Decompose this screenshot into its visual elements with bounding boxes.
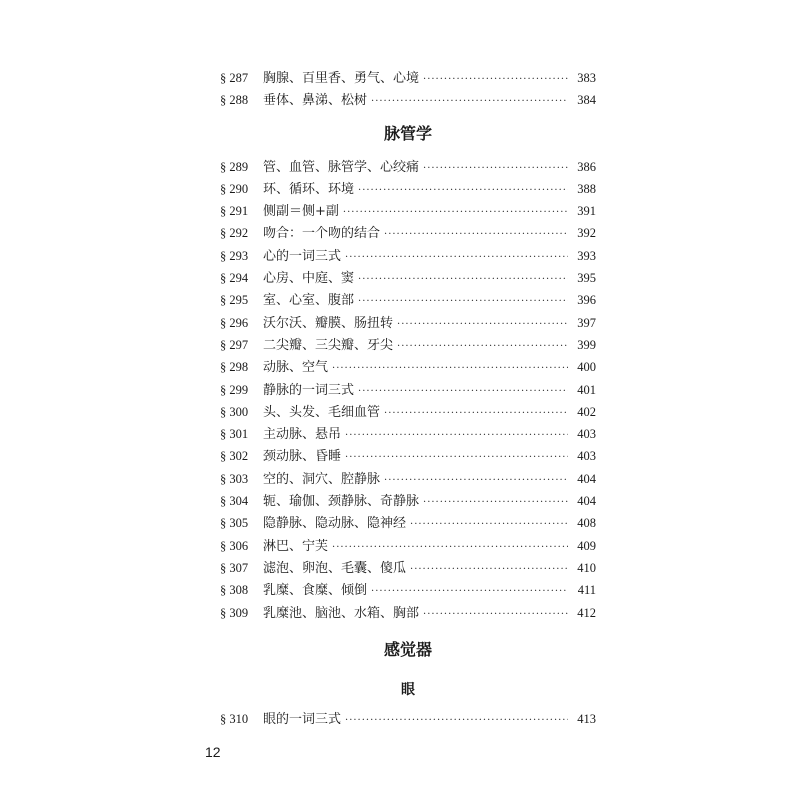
entry-title: 颈动脉、昏睡 — [263, 449, 342, 465]
entry-page: 403 — [577, 427, 596, 442]
dot-leader — [397, 314, 568, 336]
toc-entry[interactable] — [220, 708, 596, 730]
entry-page: 403 — [577, 449, 596, 464]
entry-title: 二尖瓣、三尖瓣、牙尖 — [263, 337, 394, 353]
toc-entry[interactable] — [220, 401, 596, 423]
entry-number: § 303 — [220, 471, 249, 486]
dot-leader — [423, 492, 568, 514]
entry-number: § 308 — [220, 583, 249, 598]
entry-page: 410 — [577, 560, 596, 575]
entry-title: 头、头发、毛细血管 — [263, 404, 381, 420]
toc-entry[interactable] — [220, 200, 596, 222]
toc-entry[interactable] — [220, 468, 596, 490]
entry-title: 乳糜、食糜、倾倒 — [263, 583, 368, 599]
section-heading: 感觉器 — [383, 639, 432, 659]
entry-page: 396 — [577, 293, 596, 308]
entry-title: 淋巴、宁芙 — [263, 538, 329, 554]
entry-page: 409 — [577, 538, 596, 553]
entry-page: 408 — [577, 516, 596, 531]
entry-title: 动脉、空气 — [263, 360, 329, 376]
toc-entry[interactable] — [220, 490, 596, 512]
dot-leader — [371, 581, 568, 603]
dot-leader — [358, 180, 568, 202]
entry-number: § 307 — [220, 560, 249, 575]
entry-title: 管、血管、脉管学、心绞痛 — [263, 159, 420, 175]
dot-leader — [345, 425, 568, 447]
entry-title: 胸腺、百里香、勇气、心境 — [263, 71, 420, 86]
entry-title: 室、心室、腹部 — [263, 293, 355, 309]
section-heading: 脉管学 — [383, 123, 432, 143]
dot-leader — [371, 91, 568, 113]
entry-page: 393 — [577, 248, 596, 263]
table-of-contents — [220, 67, 596, 730]
dot-leader — [384, 224, 568, 246]
entry-page: 411 — [577, 583, 596, 598]
entry-page: 413 — [577, 711, 596, 726]
entry-page: 386 — [577, 159, 596, 174]
entry-number: § 300 — [220, 404, 249, 419]
entry-title: 侧副＝侧+副 — [263, 204, 339, 220]
dot-leader — [358, 291, 568, 313]
dot-leader — [345, 710, 568, 732]
toc-entry[interactable] — [220, 535, 596, 557]
dot-leader — [410, 559, 568, 581]
entry-title: 滤泡、卵泡、毛囊、傻瓜 — [263, 560, 407, 576]
entry-page: 384 — [577, 93, 596, 108]
entry-title: 空的、洞穴、腔静脉 — [263, 471, 381, 487]
entry-page: 399 — [577, 337, 596, 352]
entry-page: 383 — [577, 71, 596, 85]
entry-number: § 295 — [220, 293, 249, 308]
entry-page: 401 — [577, 382, 596, 397]
toc-entry[interactable] — [220, 289, 596, 311]
entry-number: § 288 — [220, 93, 249, 108]
toc-group-section2 — [220, 708, 596, 730]
dot-leader — [423, 69, 568, 91]
entry-number: § 306 — [220, 538, 249, 553]
entry-page: 412 — [577, 605, 596, 620]
entry-title: 沃尔沃、瓣膜、肠扭转 — [263, 315, 394, 331]
toc-entry[interactable] — [220, 445, 596, 467]
toc-entry[interactable] — [220, 156, 596, 178]
dot-leader — [358, 269, 568, 291]
dot-leader — [332, 537, 568, 559]
toc-entry[interactable] — [220, 245, 596, 267]
entry-page: 391 — [577, 204, 596, 219]
entry-number: § 290 — [220, 181, 249, 196]
entry-page: 397 — [577, 315, 596, 330]
entry-title: 心房、中庭、窦 — [263, 271, 355, 287]
dot-leader — [345, 447, 568, 469]
entry-number: § 296 — [220, 315, 249, 330]
entry-page: 402 — [577, 404, 596, 419]
entry-number: § 304 — [220, 494, 249, 509]
entry-page: 388 — [577, 181, 596, 196]
dot-leader — [397, 336, 568, 358]
toc-entry[interactable] — [220, 602, 596, 624]
entry-title: 轭、瑜伽、颈静脉、奇静脉 — [263, 494, 420, 510]
toc-entry[interactable] — [220, 89, 596, 111]
toc-entry[interactable] — [220, 312, 596, 334]
dot-leader — [410, 514, 568, 536]
entry-title: 心的一词三式 — [263, 248, 342, 264]
dot-leader — [345, 247, 568, 269]
entry-number: § 305 — [220, 516, 249, 531]
entry-number: § 293 — [220, 248, 249, 263]
entry-page: 404 — [577, 471, 596, 486]
dot-leader — [423, 158, 568, 180]
entry-number: § 298 — [220, 360, 249, 375]
entry-title: 垂体、鼻涕、松树 — [263, 93, 368, 109]
toc-entry[interactable] — [220, 379, 596, 401]
entry-title: 主动脉、悬吊 — [263, 427, 342, 443]
subsection-heading: 眼 — [401, 681, 415, 698]
entry-number: § 287 — [220, 71, 249, 85]
page-number: 12 — [205, 744, 221, 760]
entry-page: 392 — [577, 226, 596, 241]
toc-entry[interactable] — [220, 334, 596, 356]
entry-number: § 301 — [220, 427, 249, 442]
dot-leader — [384, 470, 568, 492]
entry-number: § 309 — [220, 605, 249, 620]
toc-entry[interactable] — [220, 222, 596, 244]
toc-group-section1 — [220, 156, 596, 624]
entry-page: 395 — [577, 271, 596, 286]
entry-title: 环、循环、环境 — [263, 181, 355, 197]
entry-number: § 297 — [220, 337, 249, 352]
dot-leader — [358, 381, 568, 403]
entry-page: 400 — [577, 360, 596, 375]
toc-entry[interactable] — [220, 178, 596, 200]
entry-page: 404 — [577, 494, 596, 509]
entry-title: 乳糜池、脑池、水箱、胸部 — [263, 605, 420, 621]
dot-leader — [384, 403, 568, 425]
entry-number: § 299 — [220, 382, 249, 397]
entry-number: § 294 — [220, 271, 249, 286]
entry-number: § 310 — [220, 711, 249, 726]
dot-leader — [343, 202, 568, 224]
entry-title: 眼的一词三式 — [263, 711, 342, 727]
toc-entry[interactable] — [220, 557, 596, 579]
toc-entry[interactable] — [220, 267, 596, 289]
toc-entry[interactable] — [220, 67, 596, 89]
toc-entry[interactable] — [220, 356, 596, 378]
toc-entry[interactable] — [220, 579, 596, 601]
entry-number: § 289 — [220, 159, 249, 174]
toc-entry[interactable] — [220, 423, 596, 445]
entry-title: 隐静脉、隐动脉、隐神经 — [263, 516, 407, 532]
toc-entry[interactable] — [220, 512, 596, 534]
toc-group-top — [220, 67, 596, 112]
dot-leader — [332, 358, 568, 380]
entry-number: § 292 — [220, 226, 249, 241]
dot-leader — [423, 604, 568, 626]
entry-title: 静脉的一词三式 — [263, 382, 355, 398]
entry-title: 吻合：一个吻的结合 — [263, 226, 381, 242]
entry-number: § 291 — [220, 204, 249, 219]
entry-number: § 302 — [220, 449, 249, 464]
